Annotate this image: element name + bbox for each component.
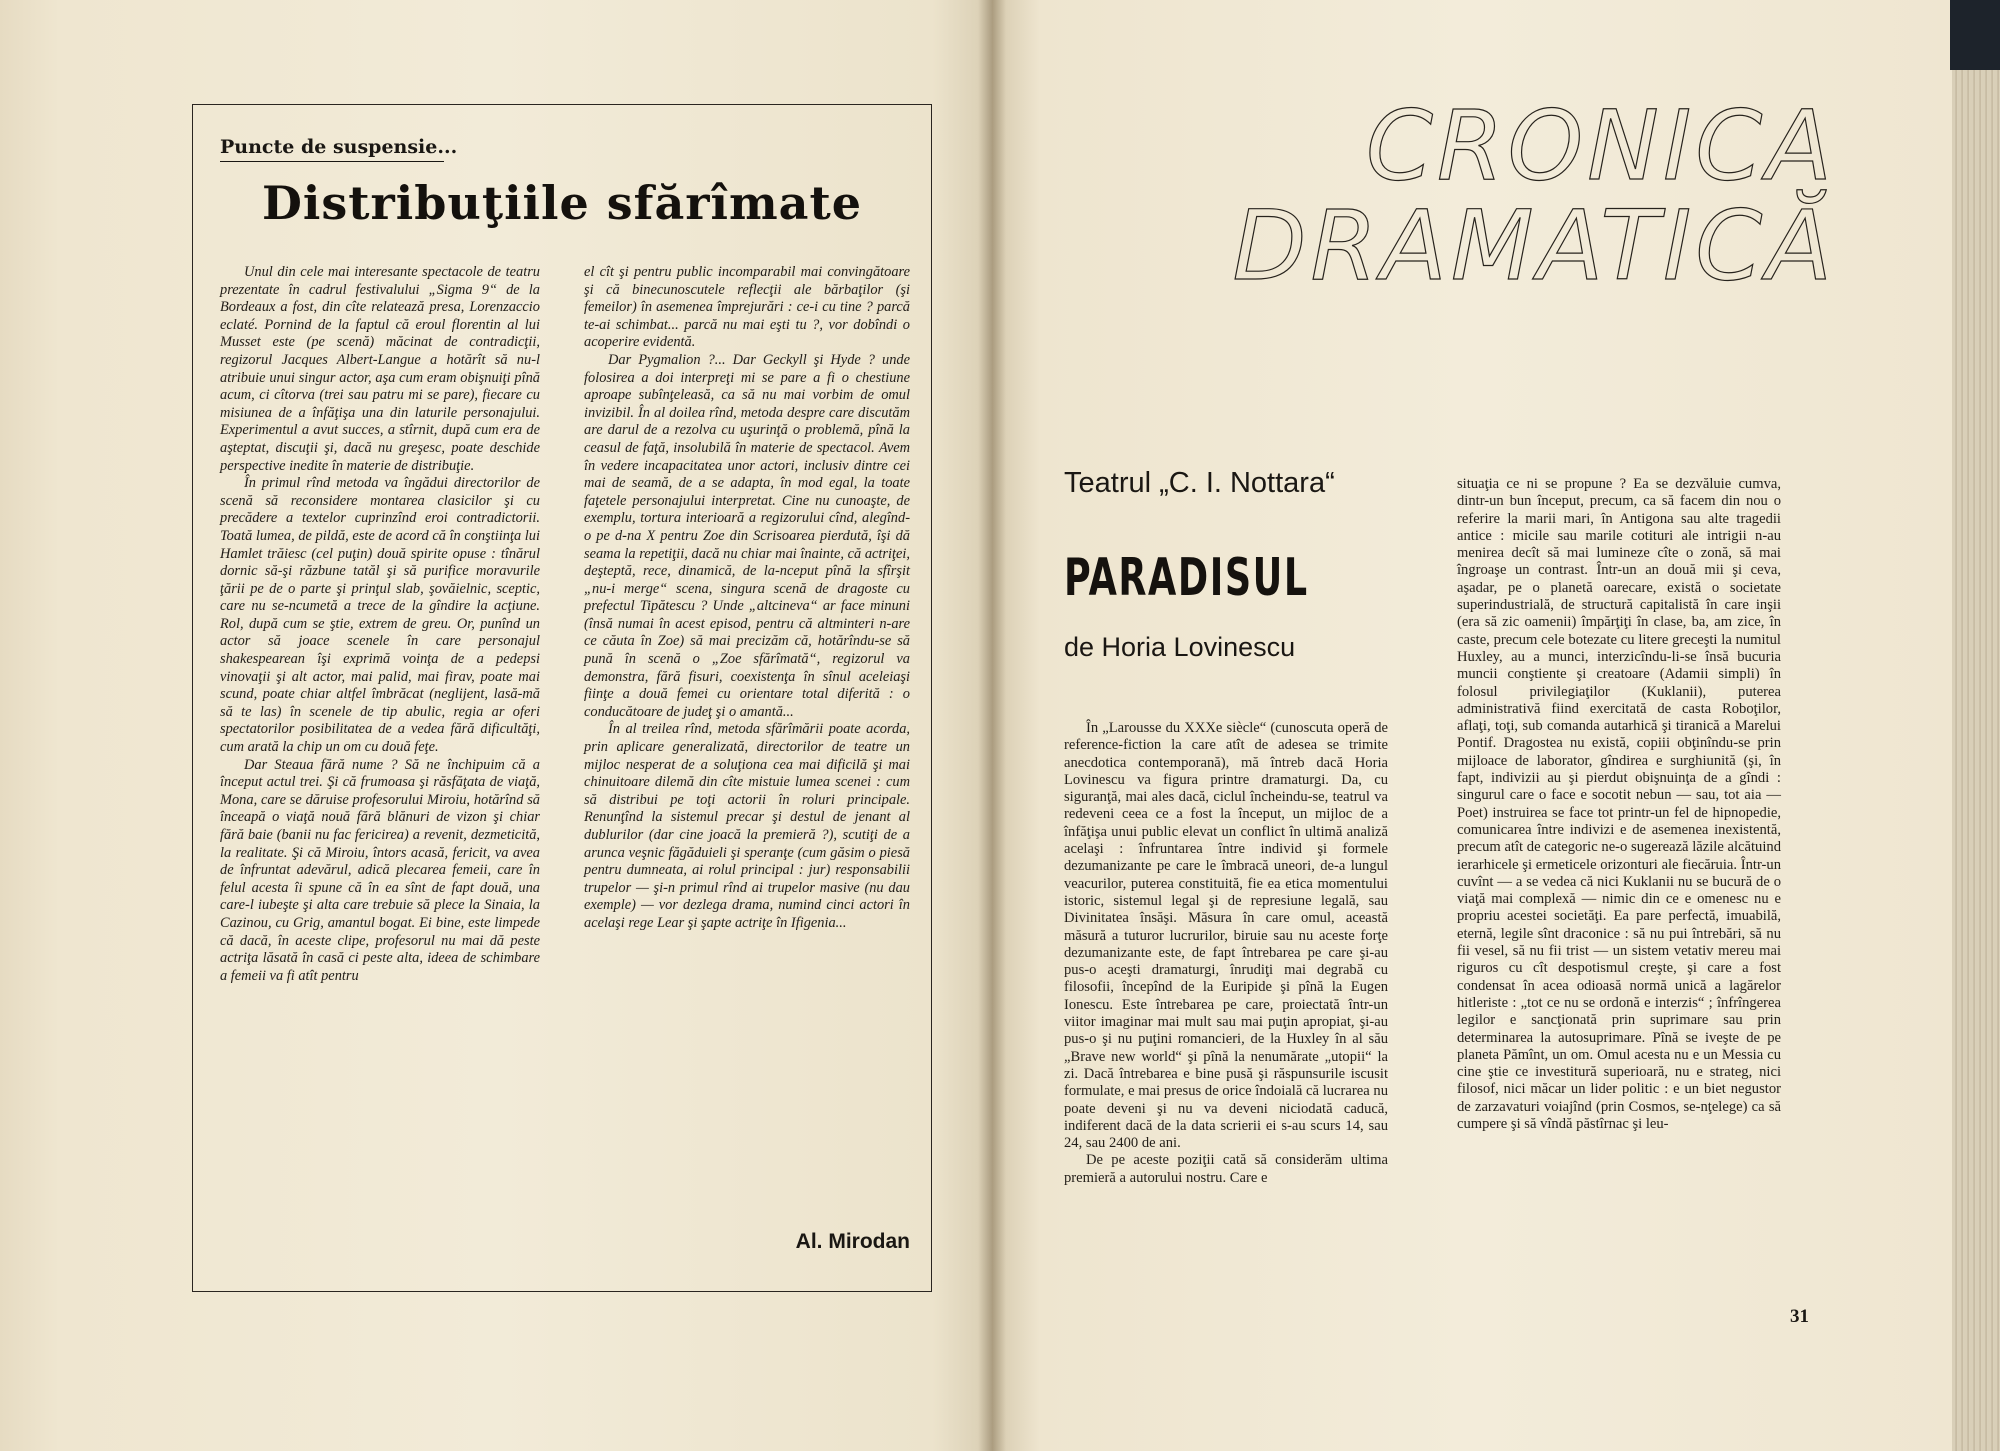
paragraph: Dar Steaua fără nume ? Să ne închipuim că a început actul trei. Şi că frumoasa şi răsfăţata de viaţă, Mona, care se dăruise profesorului Miroiu, hotărînd să înceapă o viaţă nouă fără blănuri de vizon şi chiar fără baie (banii nu fac fericirea) a revenit, dezmeticită, la realitate. Şi că Miroiu, întors acasă, fericit, va avea de înfruntat adevărul, adică plecarea femeii, care în felul acesta îi spune că în ea sînt de fapt două, una care-l iubeşte şi alta care trebuie să plece la Sinaia, la Cazinou, cu Grig, amantul bogat. Ei bine, este limpede că dacă, în aceste clipe, profesorul nu mai dă peste actriţa lăsată în casă ci peste alta, ideea de schimbare a femeii va fi atît pentru (220, 756, 540, 984)
book-cover-corner (1950, 0, 2000, 70)
paragraph: În „Larousse du XXXe siècle“ (cunoscuta operă de reference-fiction la care atît de adesea se trimite anecdotica contemporană), mă întreb dacă Horia Lovinescu va figura printre dramaturgi. Da, cu siguranţă, mai ales dacă, ciclul încheindu-se, teatrul va redeveni ceea ce a fost la început, un mijloc de a înfăţişa unui public elevat un conflict în ultimă analiză acelaşi : înfruntarea între individ şi formele dezumanizante pe care le îmbracă uneori, de-a lungul veacurilor, puterea constituită, fie ea etica momentului istoric, sistemul legal şi de represiune legală, sau Divinitatea însăşi. Măsura în care omul, această măsură a tuturor lucrurilor, biruie sau nu aceste forţe dezumanizante este, de fapt întrebarea pe care şi-au pus-o aceşti dramaturgi, înrudiţi mai degrabă cu filosofii, începînd de la Euripide şi pînă la Eugen Ionescu. Este întrebarea pe care, proiectată într-un viitor imaginar mai mult sau mai puţin apropiat, şi-au pus-o şi nu puţini romancieri, de la Huxley în al său „Brave new world“ şi pînă la nenumărate „utopii“ la zi. Dacă întrebarea e bine pusă şi răspunsurile iscusit formulate, e mai presus de orice îndoială că lucrarea nu poate deveni şi nu va deveni niciodată caducă, indiferent dacă de la data scrierii ei s-au scurs 14, sau 24, sau 2400 de ani. (1064, 720, 1388, 1152)
paragraph: De pe aceste poziţii cată să considerăm ultima premieră a autorului nostru. Care e (1064, 1152, 1388, 1186)
kicker-underline (220, 161, 444, 162)
paragraph: el cît şi pentru public incomparabil mai convingătoare şi că binecunoscutele reflecţii ale bărbaţilor (şi femeilor) în asemenea împrejurări : ce-i cu tine ? parcă te-ai schimbat... parcă nu mai eşti tu ?, vor dobîndi o acoperire evidentă. (584, 264, 910, 351)
paragraph: În al treilea rînd, metoda sfărîmării poate acorda, prin aplicare generalizată, directorilor de teatre un mijloc nesperat de a soluţiona cea mai dificilă şi mai chinuitoare dilemă din cîte mistuie lumea scenei : cum să distribui pe toţi actorii în roluri principale. Renunţînd la sistemul precar şi destul de jenant al dublurilor (dar cine joacă la premieră ?), scutiţi de a arunca veşnic făgăduieli şi speranţe (cum găsim o piesă pentru dumneata, ai rolul principal : jur) responsabilii trupelor — şi-n primul rînd ai trupelor masive (nu dau exemple) — vor dezlega drama, numind cinci actori în acelaşi rege Lear şi şapte actriţe în Ifigenia... (584, 721, 910, 931)
page-number: 31 (1790, 1306, 1809, 1327)
column-kicker: Puncte de suspensie... (220, 136, 458, 158)
page-edges (1952, 0, 2000, 1451)
article-column-2 (584, 264, 910, 933)
review-column-2 (1457, 476, 1781, 1133)
theatre-name: Teatrul „C. I. Nottara“ (1064, 467, 1335, 499)
paragraph: Unul din cele mai interesante spectacole de teatru prezentate în cadrul festivalului „Sigma 9“ de la Bordeaux a fost, din cîte relatează presa, Lorenzaccio eclaté. Pornind de la faptul că eroul florentin al lui Musset este (pe scenă) măcinat de contradicţii, regizorul Jacques Albert-Langue a hotărît să nu-l atribuie unui singur actor, aşa cum eram obişnuiţi pînă acum, ci cîtorva (trei sau patru mi se pare), fiecare cu misiunea de a înfăţişa una din laturile personajului. Experimentul a avut succes, a stîrnit, după cum era de aşteptat, discuţii şi, dacă nu greşesc, poate deschide perspective inedite în materie de distribuţie. (220, 264, 540, 474)
play-author: de Horia Lovinescu (1064, 632, 1296, 662)
review-column-1 (1064, 720, 1388, 1187)
article-headline: Distribuţiile sfărîmate (262, 176, 862, 230)
paragraph: În primul rînd metoda va îngădui directorilor de scenă să reconsidere montarea clasicilor şi cu precădere a textelor cuprinzînd eroi contradictorii. Toată lumea, de pildă, este de acord că în conştiinţa lui Hamlet trăiesc (cel puţin) două spirite opuse : tînărul dornic să-şi răzbune tatăl şi să purifice moravurile ţării pe de o parte şi prinţul slab, şovăielnic, sceptic, care nu se-ncumetă a trece de la gîndire la acţiune. Rol, după cum se ştie, extrem de greu. Or, punînd un actor să joace scenele în care personajul shakespearean îşi exprimă voinţa de a pedepsi vinovaţii şi alt actor, mai palid, mai firav, poate mai scund, poate chiar altfel îmbrăcat (neglijent, lasă-mă să te las) în scenele de tip abulic, regia ar oferi spectatorilor posibilitatea de a vedea fără dificultăţi, cum arată la chip un om cu două feţe. (220, 475, 540, 756)
section-header-line-1: CRONICA (1365, 90, 1836, 202)
article-column-1 (220, 264, 540, 985)
section-header-line-2: DRAMATICĂ (1232, 190, 1836, 302)
paragraph: Dar Pygmalion ?... Dar Geckyll şi Hyde ? unde folosirea a doi interpreţi mi se pare a fi o chestiune aproape subînţeleasă, ca să nu mai vorbim de omul invizibil. În al doilea rînd, metoda despre care discutăm are darul de a rezolva cu uşurinţă o problemă, pînă la ceasul de faţă, insolubilă în materie de spectacol. Avem în vedere incapacitatea unor actori, inclusiv dintre cei mai de seamă, de a se adapta, în mod egal, la toate faţetele personajului interpretat. Cine nu cunoaşte, de exemplu, tortura interioară a regizorului cînd, alegînd-o pe d-na X pentru Zoe din Scrisoarea pierdută, îşi dă seama la repetiţii, dacă nu chiar mai înainte, că actriţei, deşteptă, rece, dinamică, de la-nceput pînă la sfîrşit „nu-i merge“ scena, singura scenă de dragoste cu prefectul Tipătescu ? Unde „altcineva“ ar face minuni (însă numai în acest episod, pentru că altminteri n-are ce căuta în Zoe) să mai precizăm că, hotărîndu-se să pună în scenă o „Zoe sfărîmată“, regizorul va demonstra, fără fisuri, coexistenţa în sînul aceleiaşi fiinţe a două femei cu orientare total diferită : o conducătoare de judeţ şi o amantă... (584, 351, 910, 720)
book-gutter (978, 0, 1006, 1451)
play-title: PARADISUL (1064, 548, 1309, 608)
paragraph: situaţia ce ni se propune ? Ea se dezvăluie cumva, dintr-un bun început, precum, ca să facem din nou o referire la marii mari, în Antigona sau alte tragedii antice : micile sau marile cotituri ale intrigii n-au menirea decît să mai lumineze cîte o zonă, să mai îngroaşe un contrast. Într-un an două mii şi ceva, aşadar, pe o planetă oarecare, există o societate superindustrială, de structură capitalistă în care inşii (era să zic oamenii) împărţiţi în clase, ba, am zice, în caste, precum cele botezate cu litere greceşti la numitul Huxley, au a munci, interzicîndu-li-se însă bucuria muncii conştiente şi creatoare (Adamii simpli) în folosul privilegiaţilor (Kuklanii), puterea administrativă fiind exercitată de casta Roboţilor, aflaţi, toţi, sub comanda autarhică şi tiranică a Marelui Pontif. Dragostea nu există, copiii obţinîndu-se prin mijloace de laborator, gîndirea e surghiunită (şi, în fapt, indivizii au şi pierdut obişnuinţa de a gîndi : singurul care o face e socotit nebun — sau, tot aia — Poet) instruirea se face tot printr-un fel de hipnopedie, comunicarea între indivizi e de asemenea inexistentă, precum atît de categoric ne-o sugerează lăzile alcătuind ierarhicele şi ermeticele orizonturi ale fiecăruia. Într-un cuvînt — a se vedea că nici Kuklanii nu se bucură de o viaţă mai complexă — nimic din ce e omenesc nu e propriu acestei societăţi. Ea pare perfectă, imuabilă, eternă, legile sînt draconice : să nu pui întrebări, să nu fii vesel, să nu fii trist — un sistem vetativ mereu mai riguros cu cît despotismul creşte, şi care a fost condensat în acea odioasă normă unică a lagărelor hitleriste : „tot ce nu se ordonă e interzis“ ; înfrîngerea legilor e sancţionată prin suprimare sau prin determinarea la autosuprimare. Pînă se iveşte de pe planeta Pămînt, un om. Omul acesta nu e un Messia cu cine ştie ce investitură superioară, nu e strateg, nici filosof, nici măcar un lider politic : e un biet negustor de zarzavaturi voiajînd (prin Cosmos, se-nţelege) ca să cumpere şi să vîndă păstîrnac şi leu- (1457, 476, 1781, 1132)
author-signature: Al. Mirodan (795, 1230, 910, 1253)
